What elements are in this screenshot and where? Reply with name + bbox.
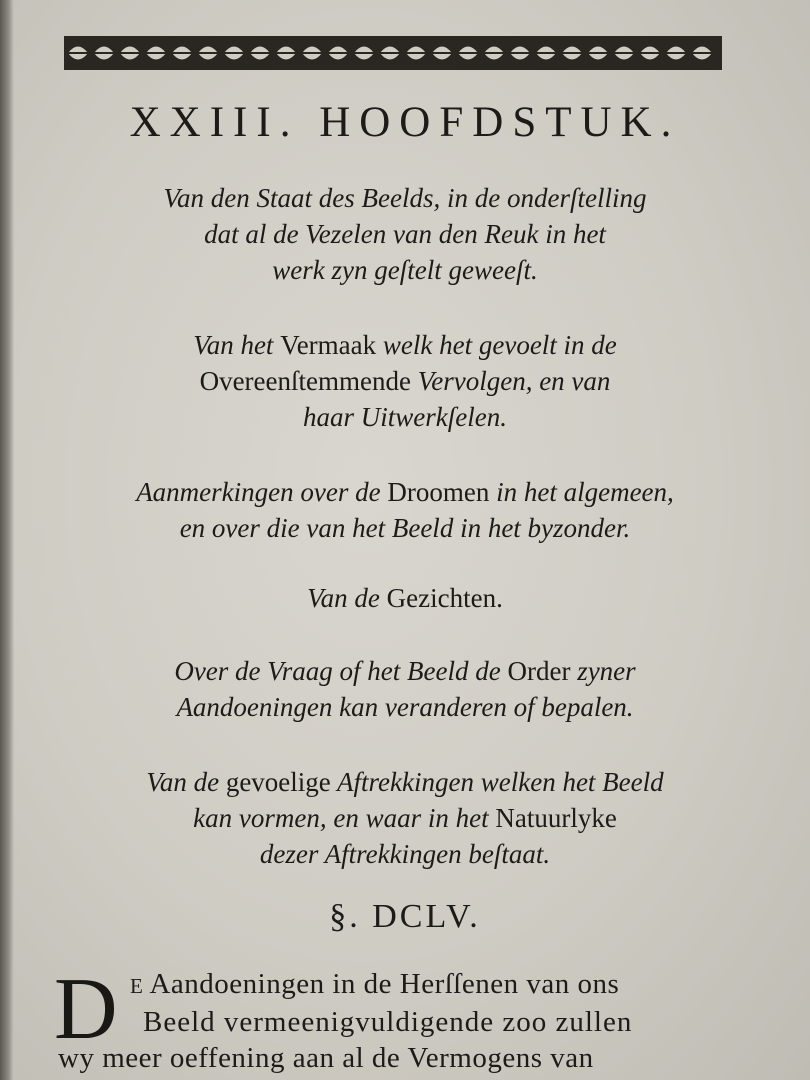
- summary-text-roman: Natuurlyke: [495, 803, 617, 833]
- summary-line: dat al de Vezelen van den Reuk in het: [204, 219, 606, 249]
- summary-text: Over de Vraag of het Beeld de: [174, 656, 501, 686]
- summary-line: [50, 800, 760, 836]
- summary-text: de: [354, 583, 380, 613]
- summary-text-roman: Overeenſtemmende: [199, 366, 411, 396]
- summary-text: zyner: [577, 656, 636, 686]
- summary-aftrekkingen: [50, 764, 760, 872]
- summary-text-roman: Order: [507, 656, 571, 686]
- ornamental-border: [64, 36, 722, 70]
- paragraph-smallcap: E: [130, 974, 144, 998]
- summary-text: welk het gevoelt in de: [382, 330, 617, 360]
- summary-line: [50, 653, 760, 689]
- paragraph-line: wy meer oeffening aan al de Vermogens van: [58, 1042, 594, 1074]
- summary-line: Van den Staat des Beelds, in de onderſtelling: [163, 183, 647, 213]
- summary-line: [50, 363, 760, 399]
- summary-gezichten: [50, 580, 760, 616]
- summary-droomen: [50, 474, 760, 546]
- summary-text-roman: Vermaak: [280, 330, 377, 360]
- summary-text: Van: [307, 583, 348, 613]
- summary-line: [50, 327, 760, 363]
- summary-line: [50, 580, 760, 616]
- summary-text-roman: Droomen: [387, 477, 490, 507]
- summary-line: werk zyn geſtelt geweeſt.: [272, 255, 538, 285]
- summary-text: kan vormen, en waar in het: [193, 803, 489, 833]
- summary-line: haar Uitwerkſelen.: [303, 402, 507, 432]
- summary-text: , en van: [525, 366, 611, 396]
- section-number: §. DCLV.: [329, 898, 481, 935]
- paragraph-text: Aandoeningen in de Herſſenen van ons: [143, 968, 620, 1000]
- ornament-pattern-icon: [64, 36, 722, 70]
- summary-text: in het algemeen,: [496, 477, 674, 507]
- summary-line: [50, 764, 760, 800]
- summary-text: Van de: [146, 767, 220, 797]
- summary-text-roman: gevoelige: [225, 767, 331, 797]
- summary-line: [50, 474, 760, 510]
- summary-text: Aanmerkingen over de: [136, 477, 381, 507]
- summary-line: dezer Aftrekkingen beſtaat.: [259, 839, 551, 869]
- summary-line: Aandoeningen kan veranderen of bepalen.: [176, 692, 634, 722]
- drop-cap: D: [54, 961, 118, 1058]
- summary-text: Vervolgen: [417, 366, 526, 396]
- chapter-title: XXIII. HOOFDSTUK.: [129, 99, 681, 146]
- paragraph-line: Beeld vermeenigvuldigende zoo zullen: [143, 1006, 633, 1038]
- summary-text: Van het: [193, 330, 274, 360]
- summary-text: Aftrekkingen welken het Beeld: [337, 767, 664, 797]
- summary-staat-des-beelds: [50, 180, 760, 288]
- summary-order: [50, 653, 760, 725]
- summary-vermaak: [50, 327, 760, 435]
- summary-text-roman: Gezichten.: [386, 583, 503, 613]
- summary-line: en over die van het Beeld in het byzonder.: [179, 513, 631, 543]
- paragraph-line: [130, 966, 730, 1004]
